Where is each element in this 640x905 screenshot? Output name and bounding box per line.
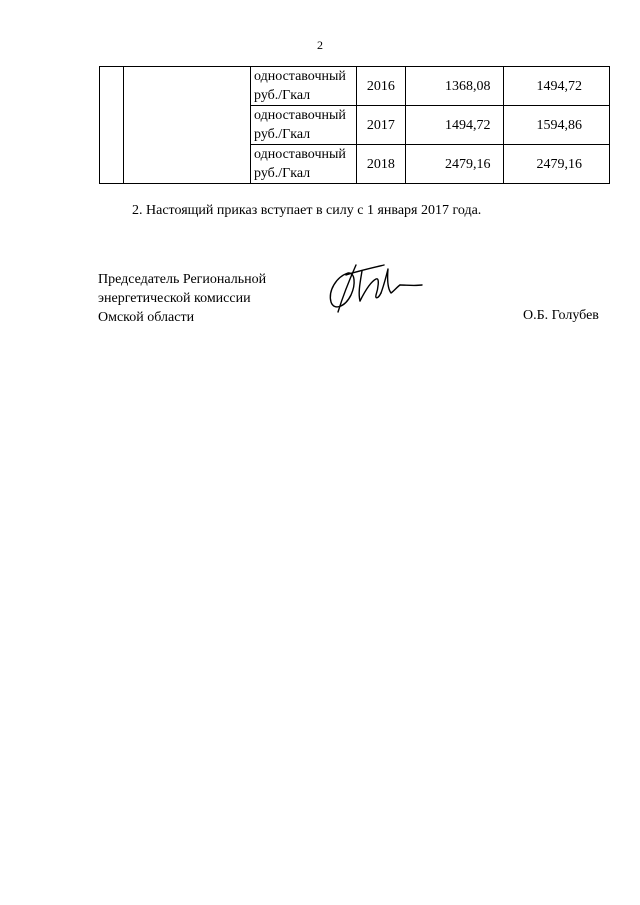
unit-measure: руб./Гкал xyxy=(254,166,311,181)
order-clause: 2. Настоящий приказ вступает в силу с 1 января 2017 года. xyxy=(132,203,482,218)
table-cell-unit xyxy=(251,145,357,184)
unit-measure: руб./Гкал xyxy=(254,127,311,142)
table-cell-value-1: 1368,08 xyxy=(406,67,504,106)
position-line: энергетической комиссии xyxy=(98,291,251,306)
unit-type: одноставочный xyxy=(254,69,346,84)
table-cell-value-2: 2479,16 xyxy=(504,145,610,184)
unit-measure: руб./Гкал xyxy=(254,88,311,103)
table-row xyxy=(100,67,610,106)
table-cell-unit xyxy=(251,106,357,145)
table-cell-value-2: 1494,72 xyxy=(504,67,610,106)
table-cell-organization xyxy=(123,67,250,184)
page-number: 2 xyxy=(317,38,323,52)
tariff-table xyxy=(99,66,610,184)
position-line: Председатель Региональной xyxy=(98,272,267,287)
table-cell-year: 2016 xyxy=(356,67,406,106)
unit-type: одноставочный xyxy=(254,108,346,123)
table-cell-year: 2017 xyxy=(356,106,406,145)
table-cell-value-2: 1594,86 xyxy=(504,106,610,145)
table-cell-number xyxy=(100,67,124,184)
table-cell-unit xyxy=(251,67,357,106)
signatory-position xyxy=(98,270,266,327)
signer-name: О.Б. Голубев xyxy=(523,308,599,323)
unit-type: одноставочный xyxy=(254,147,346,162)
position-line: Омской области xyxy=(98,310,195,325)
handwritten-signature xyxy=(318,255,426,317)
table-cell-year: 2018 xyxy=(356,145,406,184)
table-cell-value-1: 1494,72 xyxy=(406,106,504,145)
table-cell-value-1: 2479,16 xyxy=(406,145,504,184)
